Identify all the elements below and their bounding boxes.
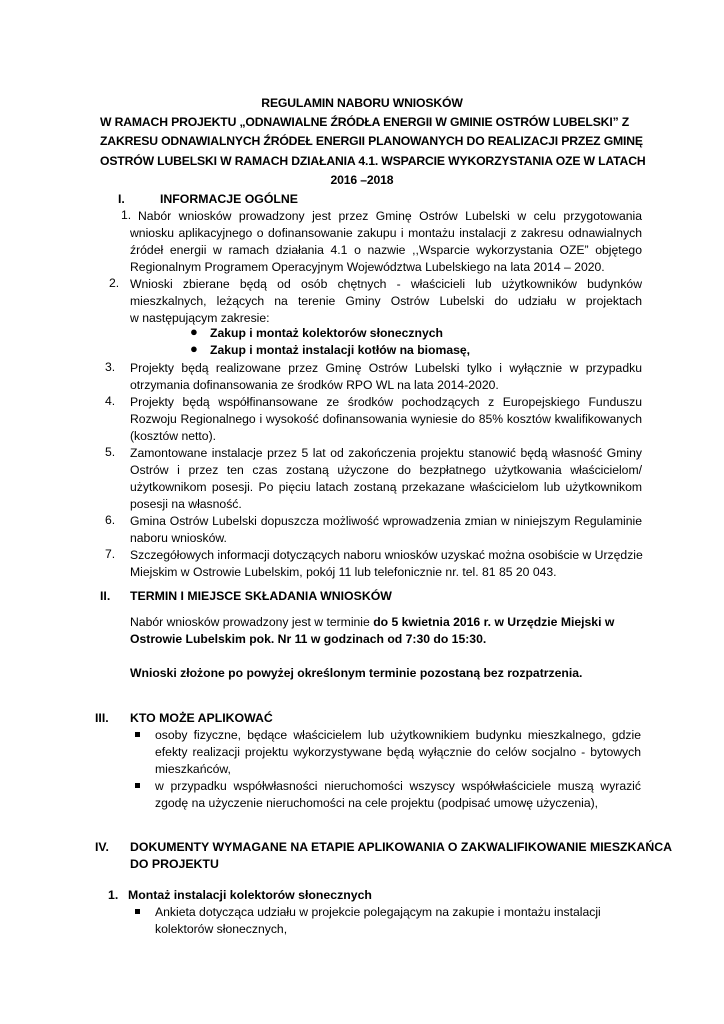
bullet-icon: ● xyxy=(190,324,198,339)
deadline-note: Wnioski złożone po powyżej określonym terminie pozostaną bez rozpatrzenia. xyxy=(130,666,583,680)
paragraph-line: Ankieta dotycząca udziału w projekcie polegającym na zakupie i montażu instalacji xyxy=(155,905,601,919)
list-number: 7. xyxy=(105,547,116,561)
paragraph-line: Zamontowane instalacje przez 5 lat od zakończenia projektu stanowić będą własność Gminy xyxy=(130,446,642,460)
deadline-line-2: Ostrowie Lubelskim pok. Nr 11 w godzinach od 7:30 do 15:30. xyxy=(130,632,487,646)
title-line: W RAMACH PROJEKTU „ODNAWIALNE ŹRÓDŁA ENERGII W GMINIE OSTRÓW LUBELSKI” Z xyxy=(100,115,630,130)
paragraph-line: Projekty będą współfinansowane ze środków pochodzących z Europejskiego Funduszu xyxy=(130,395,642,409)
list-number: 4. xyxy=(105,394,116,408)
title-line: OSTRÓW LUBELSKI W RAMACH DZIAŁANIA 4.1. WSPARCIE WYKORZYSTANIA OZE W LATACH xyxy=(100,153,646,168)
list-number: 6. xyxy=(105,513,116,527)
title-line: 2016 –2018 xyxy=(330,172,394,187)
paragraph-line: efekty realizacji projektu wykorzystywane będą wyłącznie do celów socjalno - bytowych xyxy=(155,745,641,759)
paragraph-line: Rozwoju Regionalnego i wysokość dofinansowania wyniesie do 85% kosztów kwalifikowanych xyxy=(130,412,642,426)
deadline-text: Nabór wniosków prowadzony jest w terminie xyxy=(130,615,374,629)
scope-item: Zakup i montaż instalacji kotłów na biomasę, xyxy=(210,343,471,357)
paragraph-line: źródeł energii w ramach działania 4.1 o nazwie ,,Wsparcie wykorzystania OZE” objętego xyxy=(130,243,642,257)
paragraph-line: Ostrów i przez ten czas zostaną użyczone do bezpłatnego użytkowania właścicielom/ xyxy=(130,463,642,477)
paragraph-line: kolektorów słonecznych, xyxy=(155,922,288,936)
paragraph-line: użytkownikom posesji. Po pięciu latach zostaną przekazane właścicielom lub użytkownikom xyxy=(130,480,642,494)
section-number: III. xyxy=(95,711,109,725)
scope-item: Zakup i montaż kolektorów słonecznych xyxy=(210,326,443,340)
paragraph-line: mieszkalnych, leżących na terenie Gminy Ostrów Lubelski do udziału w projektach xyxy=(130,294,642,308)
list-number: 3. xyxy=(105,360,116,374)
paragraph-line: Nabór wniosków prowadzony jest przez Gminę Ostrów Lubelski w celu przygotowania xyxy=(138,209,642,223)
paragraph-line: zgodę na użyczenie nieruchomości na cele projektu (podpisać umowę użyczenia), xyxy=(155,796,599,810)
list-number: 2. xyxy=(109,276,120,290)
paragraph-line: Gmina Ostrów Lubelski dopuszcza możliwość wprowadzenia zmian w niniejszym Regulaminie xyxy=(130,514,642,528)
title-line: ZAKRESU ODNAWIALNYCH ŹRÓDEŁ ENERGII PLANOWANYCH DO REALIZACJI PRZEZ GMINĘ xyxy=(100,134,643,149)
paragraph-line: Wnioski zbierane będą od osób chętnych - właścicieli lub użytkowników budynków xyxy=(130,277,642,291)
title-line: REGULAMIN NABORU WNIOSKÓW xyxy=(261,96,463,110)
paragraph-line: otrzymania dofinansowania ze środków RPO WL na lata 2014-2020. xyxy=(130,378,499,392)
subsection-title: Montaż instalacji kolektorów słonecznych xyxy=(128,888,372,902)
square-bullet-icon xyxy=(135,909,140,914)
deadline-line-1 xyxy=(130,614,614,630)
square-bullet-icon xyxy=(135,732,140,737)
paragraph-line: wniosku aplikacyjnego o dofinansowanie zakupu i montażu instalacji z zakresu odnawialnych xyxy=(130,226,642,240)
section-number: IV. xyxy=(95,840,109,854)
square-bullet-icon xyxy=(135,783,140,788)
section-title: DOKUMENTY WYMAGANE NA ETAPIE APLIKOWANIA O ZAKWALIFIKOWANIE MIESZKAŃCA xyxy=(130,840,672,854)
subsection-number: 1. xyxy=(108,888,119,902)
paragraph-line: naboru wniosków. xyxy=(130,531,227,545)
paragraph-line: osoby fizyczne, będące właścicielem lub użytkownikiem budynku mieszkalnego, gdzie xyxy=(155,728,641,742)
section-number: I. xyxy=(118,192,125,206)
section-title: KTO MOŻE APLIKOWAĆ xyxy=(130,711,273,725)
list-number: 5. xyxy=(105,445,116,459)
paragraph-line: Regionalnym Programem Operacyjnym Województwa Lubelskiego na lata 2014 – 2020. xyxy=(130,260,605,274)
paragraph-line: mieszkańców, xyxy=(155,762,231,776)
paragraph-line: Miejskim w Ostrowie Lubelskim, pokój 11 lub telefonicznie nr. tel. 81 85 20 043. xyxy=(130,565,557,579)
paragraph-line: posesji na własność. xyxy=(130,497,242,511)
deadline-date: do 5 kwietnia 2016 r. w Urzędzie Miejski w xyxy=(373,615,615,629)
paragraph-line: w przypadku współwłasności nieruchomości wszyscy współwłaściciele muszą wyrazić xyxy=(155,779,641,793)
section-title: TERMIN I MIEJSCE SKŁADANIA WNIOSKÓW xyxy=(130,589,392,603)
list-number: 1. xyxy=(121,208,132,222)
paragraph-line: (kosztów netto). xyxy=(130,429,217,443)
section-title: INFORMACJE OGÓLNE xyxy=(160,192,299,206)
section-number: II. xyxy=(100,589,111,603)
paragraph-line: Szczegółowych informacji dotyczących naboru wniosków uzyskać można osobiście w Urzędzie xyxy=(130,548,643,562)
paragraph-line: w następującym zakresie: xyxy=(130,311,270,325)
section-title: DO PROJEKTU xyxy=(130,857,219,871)
document-title xyxy=(100,94,646,190)
paragraph-line: Projekty będą realizowane przez Gminę Ostrów Lubelski tylko i wyłącznie w przypadku xyxy=(130,361,642,375)
bullet-icon: ● xyxy=(190,341,198,356)
